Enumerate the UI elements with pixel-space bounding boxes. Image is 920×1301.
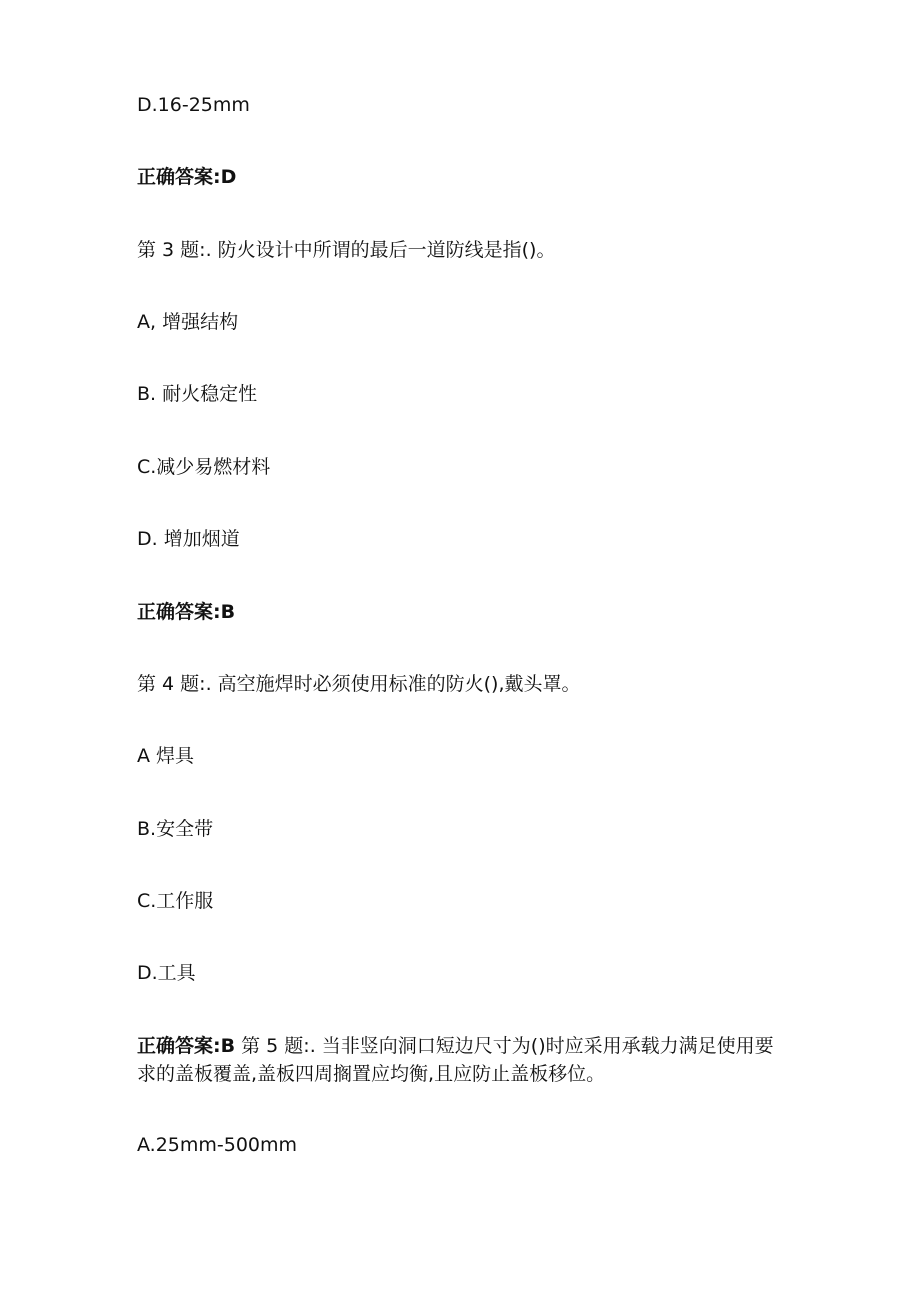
q2-option-d: D.16-25mm	[137, 94, 250, 116]
q4-option-d: D.工具	[137, 962, 196, 984]
q4-answer-q5-paragraph	[137, 1032, 777, 1088]
q3-option-a: A, 增强结构	[137, 311, 239, 333]
q3-option-c: C.减少易燃材料	[137, 456, 271, 478]
q5-question-stem: 第 5 题:. 当非竖向洞口短边尺寸为()时应采用承载力满足使用要求的盖板覆盖,盖板四周搁置应均衡,且应防止盖板移位。	[137, 1035, 774, 1085]
q4-option-a: A 焊具	[137, 745, 195, 767]
q4-correct-answer: 正确答案:B	[137, 1035, 236, 1057]
q4-question-stem: 第 4 题:. 高空施焊时必须使用标准的防火(),戴头罩。	[137, 673, 581, 695]
q3-question-stem: 第 3 题:. 防火设计中所谓的最后一道防线是指()。	[137, 239, 556, 261]
q4-option-b: B.安全带	[137, 818, 214, 840]
q3-correct-answer: 正确答案:B	[137, 601, 236, 623]
q5-option-a: A.25mm-500mm	[137, 1134, 298, 1156]
q3-option-b: B. 耐火稳定性	[137, 383, 258, 405]
q4-option-c: C.工作服	[137, 890, 214, 912]
q3-option-d: D. 增加烟道	[137, 528, 240, 550]
q2-correct-answer: 正确答案:D	[137, 166, 237, 188]
